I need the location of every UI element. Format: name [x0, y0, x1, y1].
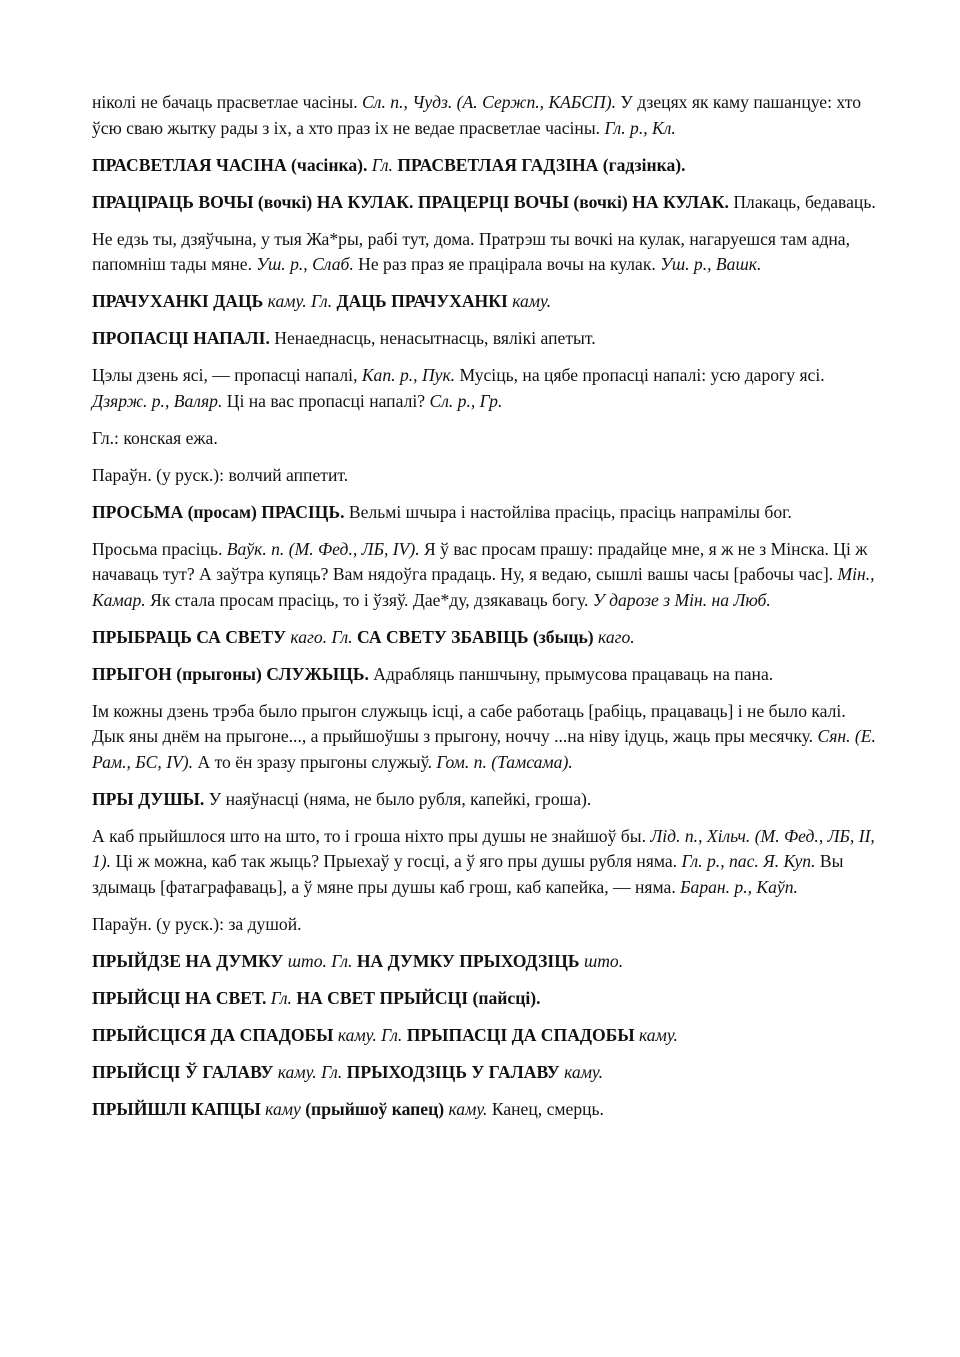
- dictionary-paragraph: [92, 426, 882, 452]
- body-text: Просьма прасіць.: [92, 538, 227, 559]
- source-reference: Сл. р., Гр.: [429, 390, 503, 411]
- source-reference: Ваўк. п. (М. Фед., ЛБ, IV).: [226, 538, 420, 559]
- entry-headword: ПРОПАСЦІ НАПАЛІ.: [92, 328, 270, 348]
- document-page: [92, 90, 882, 1134]
- entry-headword: ПРЫЙСЦІ НА СВЕТ.: [92, 987, 267, 1008]
- body-text: Ці ж можна, каб так жыць? Прыехаў у госці, а ў яго пры душы рубля няма.: [111, 851, 682, 871]
- dictionary-paragraph: [92, 949, 882, 975]
- body-text: ніколі не бачаць прасветлае часіны.: [92, 92, 363, 112]
- entry-headword: ПРЫ ДУШЫ.: [92, 788, 205, 809]
- dictionary-paragraph: [92, 1023, 882, 1049]
- body-text: У наяўнасці (няма, не было рубля, капейкі, гроша).: [204, 788, 592, 809]
- source-reference: Гл. р., Кл.: [604, 117, 676, 138]
- dictionary-paragraph: [92, 500, 882, 526]
- dictionary-paragraph: [92, 363, 882, 414]
- body-text: Параўн. (у руск.): волчий аппетит.: [92, 464, 349, 485]
- dictionary-paragraph: [92, 912, 882, 938]
- source-reference: каму.: [448, 1098, 488, 1119]
- body-text: Ім кожны дзень трэба было прыгон служыць ісці, а сабе работаць [рабіць, працаваць] і не было калі. Дык яны днём на прыгоне..., а прыйшоўшы з прыгону, ноччу ...на ніву ідуць, жаць пры месячку.: [92, 700, 846, 746]
- dictionary-paragraph: [92, 1060, 882, 1086]
- entry-headword: НА СВЕТ ПРЫЙСЦІ (пайсці).: [296, 987, 541, 1008]
- body-text: У дзецях як каму пашанцуе: хто ўсю сваю жытку рады з іх, а хто праз іх не ведае прасветлае часіны.: [92, 92, 862, 138]
- dictionary-paragraph: [92, 90, 882, 141]
- entry-headword: ПРАЦІРАЦЬ ВОЧЫ (вочкі) НА КУЛАК. ПРАЦЕРЦІ ВОЧЫ (вочкі) НА КУЛАК.: [92, 191, 729, 212]
- source-reference: Уш. р., Слаб.: [256, 254, 354, 274]
- body-text: Я ў вас просам прашу: прадайце мне, я ж не з Мінска. Ці ж начаваць тут? А заўтра купяць? Вам нядоўга прадаць. Ну, я ведаю, сышлі вашы часы [рабочы час].: [92, 538, 868, 584]
- source-reference: Кап. р., Пук.: [361, 365, 456, 385]
- source-reference: каму.: [564, 1061, 604, 1082]
- body-text: Плакаць, бедаваць.: [728, 191, 876, 212]
- dictionary-paragraph: [92, 625, 882, 651]
- entry-headword: (прыйшоў капец): [305, 1098, 445, 1119]
- body-text: Мусіць, на цябе пропасці напалі: усю дарогу ясі.: [455, 365, 825, 385]
- source-reference: што. Гл.: [287, 950, 353, 971]
- entry-headword: ПРАСВЕТЛАЯ ГАДЗІНА (гадзінка).: [397, 154, 686, 175]
- dictionary-paragraph: [92, 699, 882, 776]
- body-text: Вельмі шчыра і настойліва прасіць, прасіць напрамілы бог.: [344, 501, 792, 522]
- body-text: Не раз праз яе працірала вочы на кулак.: [353, 254, 661, 274]
- entry-headword: ПРЫЙДЗЕ НА ДУМКУ: [92, 950, 284, 971]
- entry-headword: ПРЫЙШЛІ КАПЦЫ: [92, 1098, 261, 1119]
- source-reference: Гл.: [270, 987, 292, 1008]
- entry-headword: ПРАЧУХАНКІ ДАЦЬ: [92, 291, 264, 311]
- source-reference: каму. Гл.: [337, 1024, 403, 1045]
- source-reference: каму.: [639, 1024, 678, 1045]
- entry-headword: ПРЫХОДЗІЦЬ У ГАЛАВУ: [346, 1061, 560, 1082]
- entry-headword: ПРЫПАСЦІ ДА СПАДОБЫ: [406, 1024, 635, 1045]
- dictionary-paragraph: [92, 662, 882, 688]
- dictionary-paragraph: [92, 153, 882, 179]
- source-reference: Баран. р., Каўп.: [680, 876, 798, 897]
- source-reference: Мін., Камар.: [92, 564, 875, 610]
- body-text: Гл.: конская ежа.: [92, 427, 218, 448]
- body-text: Адрабляць паншчыну, прымусова працаваць на пана.: [368, 663, 774, 684]
- source-reference: Дзярж. р., Валяр.: [92, 390, 223, 411]
- source-reference: Гл. р., пас. Я. Куп.: [681, 851, 816, 871]
- body-text: Параўн. (у руск.): за душой.: [92, 913, 302, 934]
- source-reference: Уш. р., Вашк.: [660, 254, 762, 274]
- entry-headword: ПРАСВЕТЛАЯ ЧАСІНА (часінка).: [92, 154, 368, 175]
- source-reference: каму.: [512, 291, 552, 311]
- entry-headword: СА СВЕТУ ЗБАВІЦЬ (збыць): [357, 626, 594, 647]
- dictionary-paragraph: [92, 326, 882, 352]
- source-reference: каго.: [598, 626, 635, 647]
- dictionary-paragraph: [92, 463, 882, 489]
- dictionary-paragraph: [92, 289, 882, 315]
- source-reference: каму: [265, 1098, 301, 1119]
- body-text: Ці на вас пропасці напалі?: [222, 390, 430, 411]
- body-text: А то ён зразу прыгоны служыў.: [193, 751, 437, 772]
- body-text: Вы здымаць [фатаграфаваць], а ў мяне пры душы каб грош, каб капейка, — няма.: [92, 851, 844, 897]
- source-reference: Сян. (Е. Рам., БС, IV).: [92, 726, 876, 772]
- source-reference: што.: [583, 950, 624, 971]
- source-reference: каго. Гл.: [290, 626, 353, 647]
- dictionary-paragraph: [92, 537, 882, 614]
- entry-headword: ДАЦЬ ПРАЧУХАНКІ: [336, 291, 508, 311]
- dictionary-paragraph: [92, 986, 882, 1012]
- body-text: Як стала просам прасіць, то і ўзяў. Дае*ду, дзякаваць богу.: [145, 589, 593, 610]
- entry-headword: НА ДУМКУ ПРЫХОДЗІЦЬ: [356, 950, 580, 971]
- dictionary-paragraph: [92, 824, 882, 901]
- body-text: Ненаеднасць, ненасытнасць, вялікі апетыт.: [269, 328, 596, 348]
- entry-headword: ПРЫЙСЦІ Ў ГАЛАВУ: [92, 1061, 274, 1082]
- dictionary-paragraph: [92, 787, 882, 813]
- entry-headword: ПРЫБРАЦЬ СА СВЕТУ: [92, 626, 287, 647]
- source-reference: каму. Гл.: [277, 1061, 343, 1082]
- entry-headword: ПРОСЬМА (просам) ПРАСІЦЬ.: [92, 501, 345, 522]
- source-reference: Гом. п. (Тамсама).: [436, 751, 573, 772]
- source-reference: Лід. п., Хільч. (М. Фед., ЛБ, II, 1).: [92, 825, 875, 871]
- dictionary-paragraph: [92, 190, 882, 216]
- source-reference: Гл.: [371, 154, 393, 175]
- entry-headword: ПРЫЙСЦІСЯ ДА СПАДОБЫ: [92, 1024, 334, 1045]
- source-reference: Сл. п., Чудз. (А. Сержп., КАБСП).: [362, 92, 616, 112]
- dictionary-paragraph: [92, 227, 882, 278]
- body-text: Не едзь ты, дзяўчына, у тыя Жа*ры, рабі тут, дома. Пратрэш ты вочкі на кулак, нагаруешся там адна, папомніш тады мяне.: [92, 228, 851, 274]
- body-text: Цэлы дзень ясі, — пропасці напалі,: [92, 365, 362, 385]
- entry-headword: ПРЫГОН (прыгоны) СЛУЖЫЦЬ.: [92, 663, 369, 684]
- body-text: Канец, смерць.: [487, 1098, 604, 1119]
- dictionary-paragraph: [92, 1097, 882, 1123]
- source-reference: каму. Гл.: [267, 291, 333, 311]
- source-reference: У дарозе з Мін. на Люб.: [592, 589, 771, 610]
- body-text: А каб прыйшлося што на што, то і гроша ніхто пры душы не знайшоў бы.: [92, 825, 651, 846]
